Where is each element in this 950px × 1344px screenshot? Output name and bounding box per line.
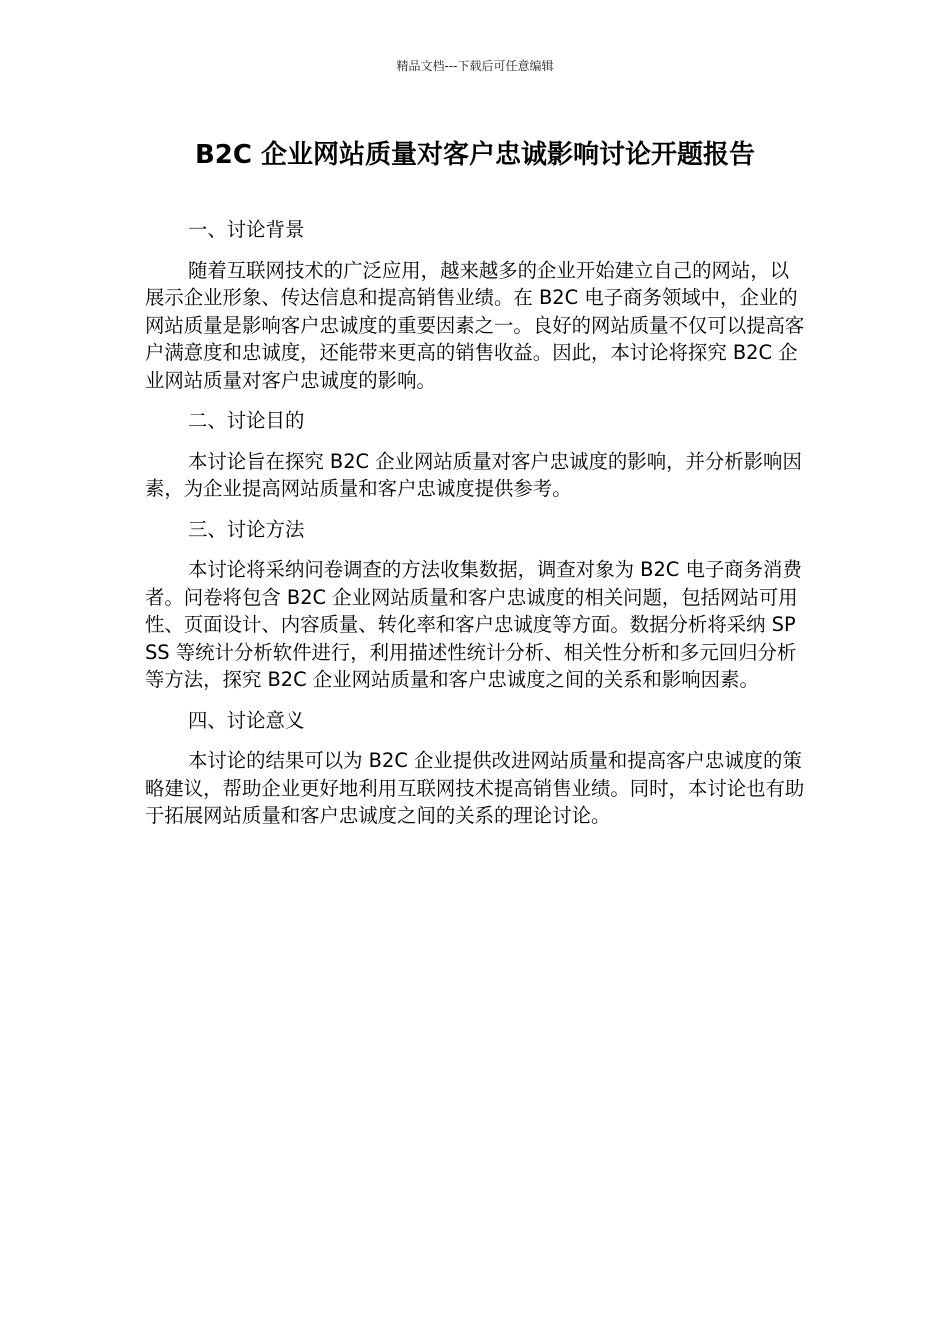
- document-title: B2C 企业网站质量对客户忠诚影响讨论开题报告: [194, 140, 756, 170]
- document-body: [145, 216, 807, 843]
- section-heading: 三、讨论方法: [188, 517, 305, 541]
- section-heading: 二、讨论目的: [188, 409, 305, 432]
- page-header: 精品文档---下载后可任意编辑: [396, 59, 554, 73]
- section-significance: [145, 707, 807, 830]
- section-background: [145, 216, 807, 394]
- section-heading: 四、讨论意义: [188, 708, 305, 732]
- section-heading: 一、讨论背景: [188, 218, 305, 241]
- section-paragraph: 本讨论旨在探究 B2C 企业网站质量对客户忠诚度的影响，并分析影响因素，为企业提高网站质量和客户忠诚度提供参考。: [145, 449, 802, 500]
- section-paragraph: 本讨论的结果可以为 B2C 企业提供改进网站质量和提高客户忠诚度的策略建议，帮助企业更好地利用互联网技术提高销售业绩。同时，本讨论也有助于拓展网站质量和客户忠诚度之间的关系的理论讨论。: [145, 749, 805, 827]
- section-method: [145, 516, 807, 694]
- section-paragraph: 随着互联网技术的广泛应用，越来越多的企业开始建立自己的网站，以展示企业形象、传达信息和提高销售业绩。在 B2C 电子商务领域中，企业的网站质量是影响客户忠诚度的重要因素之一。良好的网站质量不仅可以提高客户满意度和忠诚度，还能带来更高的销售收益。因此，本讨论将探究 B2C 企业网站质量对客户忠诚度的影响。: [145, 258, 805, 392]
- section-purpose: [145, 407, 807, 503]
- section-paragraph: 本讨论将采纳问卷调查的方法收集数据，调查对象为 B2C 电子商务消费者。问卷将包含 B2C 企业网站质量和客户忠诚度的相关问题，包括网站可用性、页面设计、内容质量、转化率和客户忠诚度等方面。数据分析将采纳 SPSS 等统计分析软件进行，利用描述性统计分析、相关性分析和多元回归分析等方法，探究 B2C 企业网站质量和客户忠诚度之间的关系和影响因素。: [145, 558, 802, 691]
